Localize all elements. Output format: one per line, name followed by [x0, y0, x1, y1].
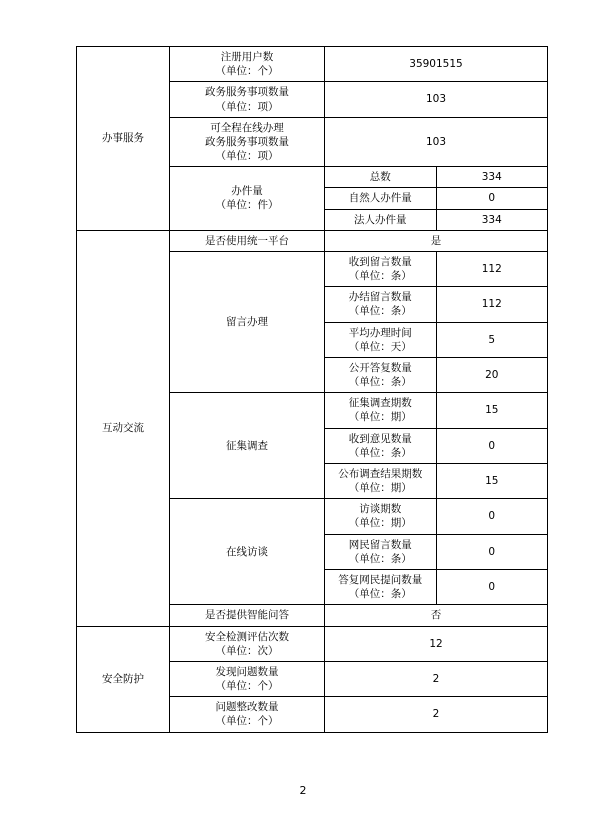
item-label-unit: （单位：个）: [215, 715, 279, 728]
item-cell-handled-volume: [170, 167, 325, 231]
item-label-unit: （单位：次）: [215, 644, 279, 657]
sub-label-answered-netizen-questions: [325, 569, 437, 604]
sub-label-total: 总数: [325, 167, 437, 188]
table-row: [77, 230, 548, 251]
sub-label-line1: 收到留言数量: [348, 255, 412, 268]
value-cell-issues-found: 2: [325, 661, 548, 696]
sub-label-unit: （单位：条）: [348, 305, 412, 318]
sub-label-unit: （单位：天）: [348, 340, 412, 353]
item-label-unit: （单位：项）: [215, 150, 279, 163]
sub-label-messages-completed: [325, 287, 437, 322]
value-cell-opinions-received: 0: [436, 428, 548, 463]
sub-label-unit: （单位：条）: [348, 270, 412, 283]
value-cell-full-online-service-items: 103: [325, 117, 548, 167]
item-label-unit: （单位：项）: [215, 100, 279, 113]
table-row: [77, 626, 548, 661]
value-cell-published-survey-results: 15: [436, 463, 548, 498]
value-cell-netizen-messages: 0: [436, 534, 548, 569]
sub-label-line1: 收到意见数量: [348, 432, 412, 445]
item-cell-online-interview: 在线访谈: [170, 499, 325, 605]
sub-label-unit: （单位：期）: [348, 411, 412, 424]
item-label-line1: 可全程在线办理: [210, 121, 284, 134]
item-cell-full-online-service-items: [170, 117, 325, 167]
category-cell-affairs-service: 办事服务: [77, 47, 170, 231]
item-cell-unified-platform: 是否使用统一平台: [170, 230, 325, 251]
category-cell-security-protection: 安全防护: [77, 626, 170, 732]
item-label-unit: （单位：个）: [215, 65, 279, 78]
item-cell-issues-found: [170, 661, 325, 696]
value-cell-unified-platform: 是: [325, 230, 548, 251]
sub-label-unit: （单位：条）: [348, 376, 412, 389]
category-cell-interaction: 互动交流: [77, 230, 170, 626]
sub-label-public-replies: [325, 357, 437, 392]
sub-label-unit: （单位：条）: [348, 446, 412, 459]
item-cell-registered-users: [170, 47, 325, 82]
item-label-line1: 发现问题数量: [215, 665, 279, 678]
sub-label-netizen-messages: [325, 534, 437, 569]
value-cell-natural-person: 0: [436, 188, 548, 209]
sub-label-unit: （单位：期）: [348, 482, 412, 495]
sub-label-unit: （单位：条）: [348, 552, 412, 565]
sub-label-messages-received: [325, 251, 437, 286]
sub-label-average-handling-time: [325, 322, 437, 357]
value-cell-intelligent-qa: 否: [325, 605, 548, 626]
sub-label-line1: 公开答复数量: [348, 361, 412, 374]
item-cell-message-handling: 留言办理: [170, 251, 325, 392]
item-cell-service-items-count: [170, 82, 325, 117]
page-number: 2: [299, 784, 307, 797]
sub-label-line1: 答复网民提问数量: [338, 573, 423, 586]
sub-label-interview-sessions: [325, 499, 437, 534]
sub-label-unit: （单位：条）: [348, 588, 412, 601]
item-cell-issues-rectified: [170, 697, 325, 732]
item-label-line1b: 政务服务事项数量: [205, 135, 289, 148]
sub-label-line1: 平均办理时间: [348, 326, 412, 339]
item-label-unit: （单位：件）: [215, 199, 279, 212]
value-cell-answered-netizen-questions: 0: [436, 569, 548, 604]
sub-label-line1: 公布调查结果期数: [338, 467, 423, 480]
value-cell-messages-received: 112: [436, 251, 548, 286]
value-cell-messages-completed: 112: [436, 287, 548, 322]
item-label-line1: 安全检测评估次数: [205, 630, 289, 643]
item-cell-intelligent-qa: 是否提供智能问答: [170, 605, 325, 626]
item-cell-security-assessments: [170, 626, 325, 661]
sub-label-natural-person: 自然人办件量: [325, 188, 437, 209]
table-row: [77, 47, 548, 82]
item-cell-survey-collection: 征集调查: [170, 393, 325, 499]
sub-label-legal-person: 法人办件量: [325, 209, 437, 230]
value-cell-service-items-count: 103: [325, 82, 548, 117]
value-cell-issues-rectified: 2: [325, 697, 548, 732]
value-cell-legal-person: 334: [436, 209, 548, 230]
value-cell-security-assessments: 12: [325, 626, 548, 661]
sub-label-survey-sessions: [325, 393, 437, 428]
value-cell-public-replies: 20: [436, 357, 548, 392]
item-label-line1: 办件量: [231, 185, 263, 198]
value-cell-total: 334: [436, 167, 548, 188]
value-cell-interview-sessions: 0: [436, 499, 548, 534]
value-cell-registered-users: 35901515: [325, 47, 548, 82]
value-cell-survey-sessions: 15: [436, 393, 548, 428]
value-cell-average-handling-time: 5: [436, 322, 548, 357]
sub-label-opinions-received: [325, 428, 437, 463]
sub-label-line1: 办结留言数量: [348, 291, 412, 304]
item-label-line1: 问题整改数量: [215, 701, 279, 714]
government-website-report-table: [76, 46, 548, 733]
item-label-line1: 政务服务事项数量: [205, 86, 289, 99]
sub-label-line1: 访谈期数: [359, 503, 402, 516]
item-label-unit: （单位：个）: [215, 680, 279, 693]
item-label-line1: 注册用户数: [220, 51, 274, 63]
sub-label-line1: 网民留言数量: [348, 538, 412, 551]
sub-label-line1: 征集调查期数: [348, 397, 412, 410]
sub-label-unit: （单位：期）: [348, 517, 412, 530]
sub-label-published-survey-results: [325, 463, 437, 498]
